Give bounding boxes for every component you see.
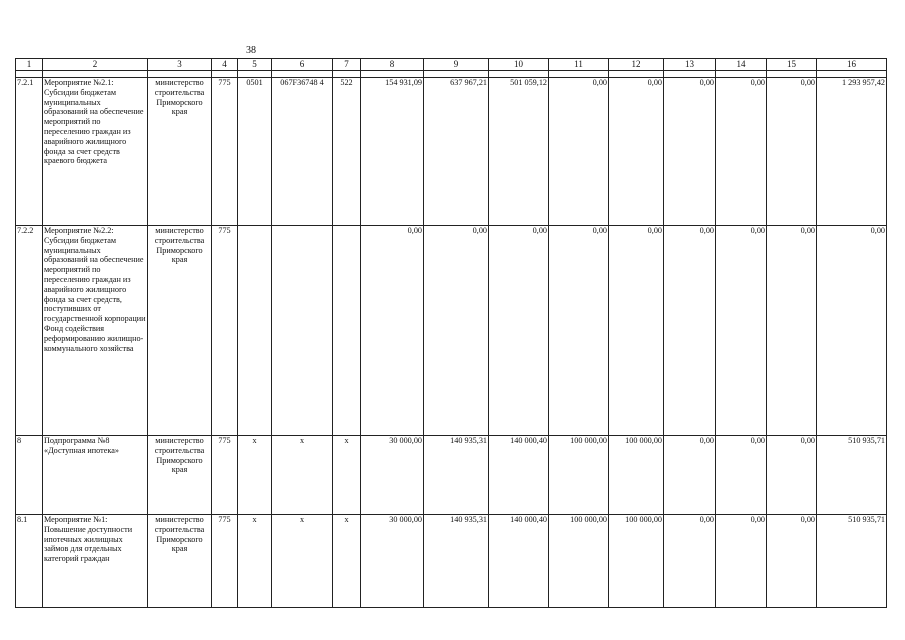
cell-grbs: 775	[212, 226, 238, 436]
cell-value: 0,00	[716, 436, 767, 515]
cell-grbs: 775	[212, 436, 238, 515]
cell-value: 154 931,09	[361, 78, 424, 226]
column-header: 1	[16, 59, 43, 71]
cell-vr	[333, 226, 361, 436]
cell-value: 0,00	[767, 436, 817, 515]
table-row	[16, 78, 887, 226]
cell-value: 140 935,31	[424, 515, 489, 608]
row-number: 7.2.1	[16, 78, 43, 226]
cell-vr: 522	[333, 78, 361, 226]
column-header: 11	[549, 59, 609, 71]
cell-csr: x	[272, 436, 333, 515]
row-name: Мероприятие №2.2: Субсидии бюджетам муниципальных образований на обеспечение мероприятий по переселению граждан из аварийного жилищного фонда за счет средств, поступивших от государственной корпорации Фонд содействия реформированию жилищно-коммунального хозяйства	[43, 226, 148, 436]
column-header: 2	[43, 59, 148, 71]
row-number: 8	[16, 436, 43, 515]
cell-value: 0,00	[716, 226, 767, 436]
cell-total: 510 935,71	[817, 436, 887, 515]
cell-grbs: 775	[212, 78, 238, 226]
column-header: 6	[272, 59, 333, 71]
cell-value: 140 935,31	[424, 436, 489, 515]
row-name: Мероприятие №1: Повышение доступности ипотечных жилищных займов для отдельных категорий граждан	[43, 515, 148, 608]
cell-value: 0,00	[767, 226, 817, 436]
cell-value: 30 000,00	[361, 436, 424, 515]
row-executor: министерство строительства Приморского края	[148, 436, 212, 515]
cell-value: 0,00	[489, 226, 549, 436]
table-row	[16, 226, 887, 436]
cell-value: 0,00	[609, 78, 664, 226]
row-number: 8.1	[16, 515, 43, 608]
row-executor: министерство строительства Приморского края	[148, 78, 212, 226]
header-spacer	[16, 71, 887, 78]
cell-csr: x	[272, 515, 333, 608]
cell-value: 0,00	[664, 226, 716, 436]
column-header: 4	[212, 59, 238, 71]
cell-value: 140 000,40	[489, 436, 549, 515]
row-executor: министерство строительства Приморского края	[148, 226, 212, 436]
cell-vr: x	[333, 436, 361, 515]
row-name: Подпрограмма №8 «Доступная ипотека»	[43, 436, 148, 515]
cell-value: 100 000,00	[609, 515, 664, 608]
cell-value: 0,00	[609, 226, 664, 436]
cell-value: 637 967,21	[424, 78, 489, 226]
cell-total: 510 935,71	[817, 515, 887, 608]
column-header: 12	[609, 59, 664, 71]
column-header: 15	[767, 59, 817, 71]
table-row	[16, 436, 887, 515]
cell-value: 0,00	[664, 436, 716, 515]
row-number: 7.2.2	[16, 226, 43, 436]
column-header: 3	[148, 59, 212, 71]
cell-total: 1 293 957,42	[817, 78, 887, 226]
cell-value: 0,00	[716, 515, 767, 608]
cell-value: 0,00	[549, 226, 609, 436]
cell-value: 0,00	[767, 515, 817, 608]
cell-grbs: 775	[212, 515, 238, 608]
cell-total: 0,00	[817, 226, 887, 436]
column-header: 16	[817, 59, 887, 71]
row-name: Мероприятие №2.1: Субсидии бюджетам муниципальных образований на обеспечение мероприятий по переселению граждан из аварийного жилищного фонда за счет средств краевого бюджета	[43, 78, 148, 226]
cell-rzpr: 0501	[238, 78, 272, 226]
column-header: 8	[361, 59, 424, 71]
cell-value: 0,00	[664, 515, 716, 608]
column-header: 10	[489, 59, 549, 71]
budget-table	[15, 58, 887, 608]
cell-rzpr: x	[238, 515, 272, 608]
cell-value: 0,00	[664, 78, 716, 226]
cell-value: 100 000,00	[549, 436, 609, 515]
cell-value: 100 000,00	[549, 515, 609, 608]
cell-value: 100 000,00	[609, 436, 664, 515]
table-row	[16, 515, 887, 608]
column-header: 13	[664, 59, 716, 71]
column-header: 14	[716, 59, 767, 71]
cell-value: 140 000,40	[489, 515, 549, 608]
cell-rzpr	[238, 226, 272, 436]
column-header: 7	[333, 59, 361, 71]
cell-csr: 067F36748 4	[272, 78, 333, 226]
column-header: 9	[424, 59, 489, 71]
cell-vr: x	[333, 515, 361, 608]
cell-csr	[272, 226, 333, 436]
header-row	[16, 59, 887, 71]
cell-value: 0,00	[549, 78, 609, 226]
cell-value: 0,00	[767, 78, 817, 226]
row-executor: министерство строительства Приморского края	[148, 515, 212, 608]
cell-rzpr: x	[238, 436, 272, 515]
cell-value: 30 000,00	[361, 515, 424, 608]
cell-value: 501 059,12	[489, 78, 549, 226]
cell-value: 0,00	[716, 78, 767, 226]
cell-value: 0,00	[361, 226, 424, 436]
page-number: 38	[246, 45, 256, 56]
cell-value: 0,00	[424, 226, 489, 436]
column-header: 5	[238, 59, 272, 71]
